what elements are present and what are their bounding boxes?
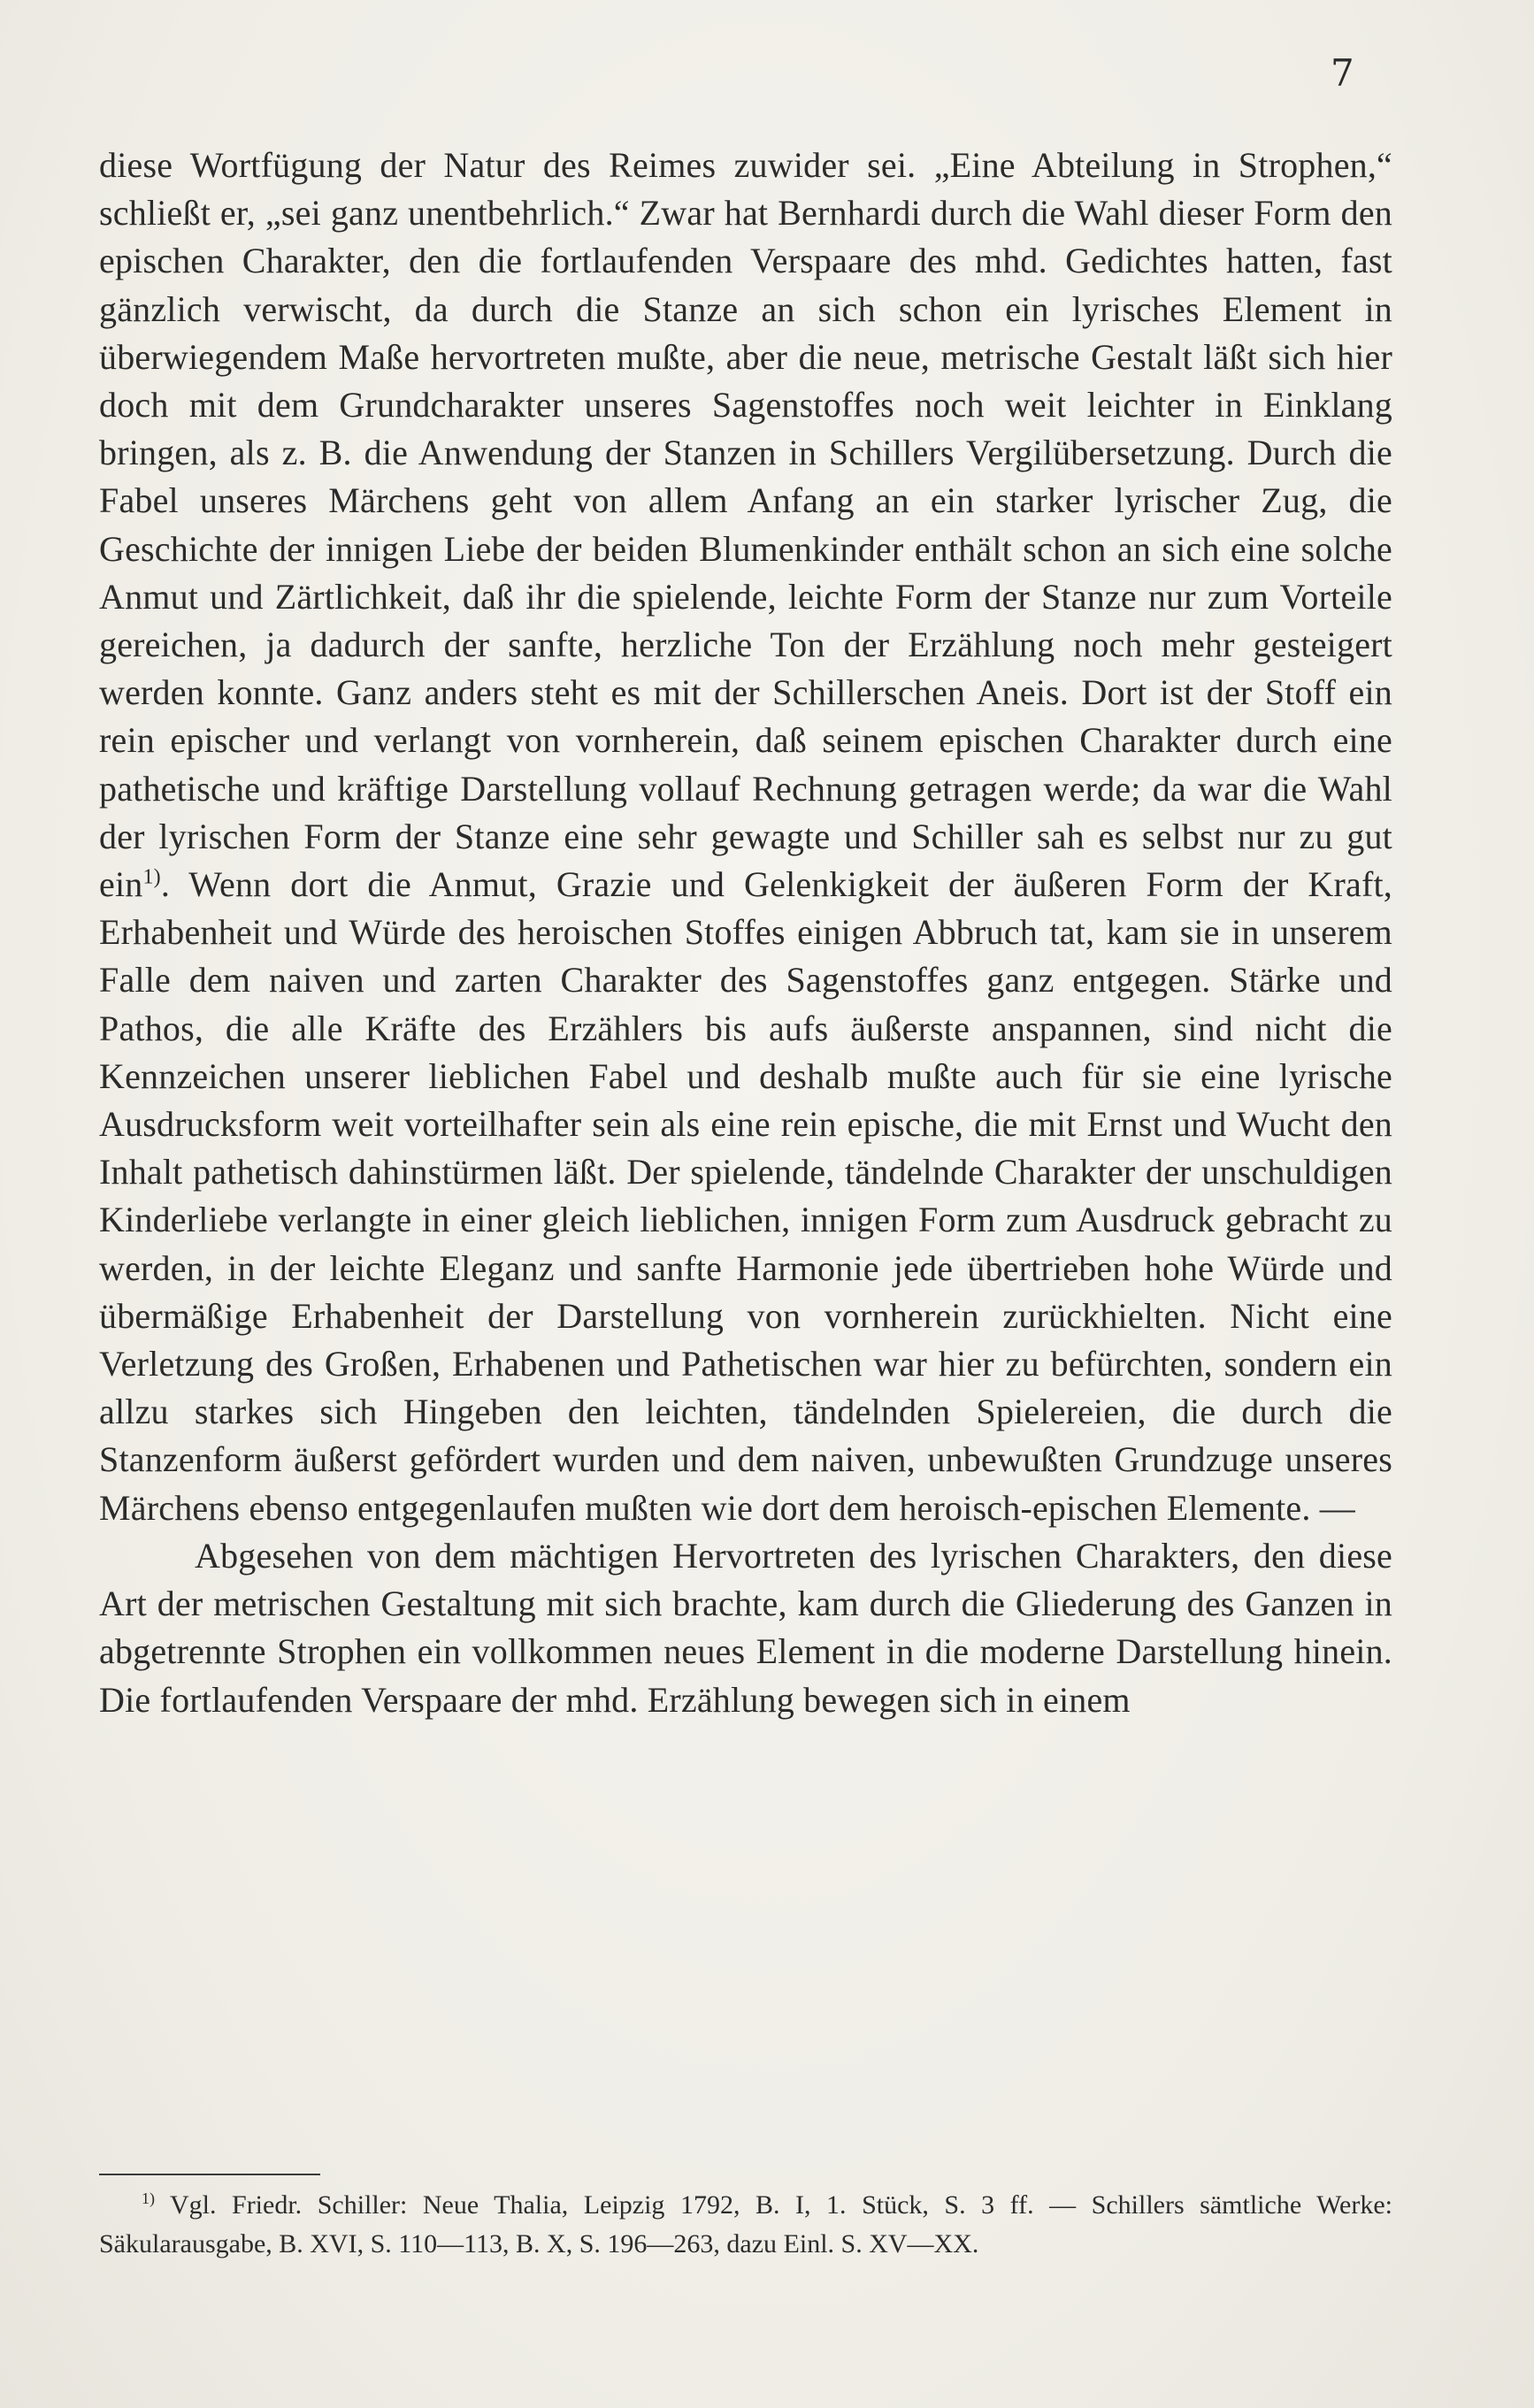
paragraph-1-continuation: . Wenn dort die Anmut, Grazie und Gelenkigkeit der äußeren Form der Kraft, Erhabenheit und Würde des heroischen Stoffes einigen Abbruch tat, kam sie in unserem Falle dem naiven und zarten Charakter des Sagenstoffes ganz entgegen. Stärke und Pathos, die alle Kräfte des Erzählers bis aufs äußerste anspannen, sind nicht die Kennzeichen unserer lieblichen Fabel und deshalb mußte auch für sie eine lyrische Ausdrucksform weit vorteilhafter sein als eine rein epische, die mit Ernst und Wucht den Inhalt pathetisch dahinstürmen läßt. Der spielende, tändelnde Charakter der unschuldigen Kinderliebe verlangte in einer gleich lieblichen, innigen Form zum Ausdruck gebracht zu werden, in der leichte Eleganz und sanfte Harmonie jede übertrieben hohe Würde und übermäßige Erhabenheit der Darstellung von vornherein zurückhielten. Nicht eine Verletzung des Großen, Erhabenen und Pathetischen war hier zu befürchten, sondern ein allzu starkes sich Hingeben den leichten, tändelnden Spielereien, die durch die Stanzenform äußerst gefördert wurden und dem naiven, unbewußten Grundzuge unseres Märchens ebenso entgegenlaufen mußten wie dort dem heroisch-epischen Elemente. —	[99, 864, 1392, 1528]
footnote-reference: 1)	[142, 865, 161, 889]
footnote-divider	[99, 2174, 320, 2175]
footnote-text: Vgl. Friedr. Schiller: Neue Thalia, Leipzig 1792, B. I, 1. Stück, S. 3 ff. — Schillers sämtliche Werke: Säkularausgabe, B. XVI, S. 110—113, B. X, S. 196—263, dazu Einl. S. XV—XX.	[99, 2190, 1392, 2258]
footnote-1	[99, 2186, 1392, 2264]
paragraph-1	[99, 142, 1392, 1532]
page-number: 7	[1331, 51, 1354, 95]
footnotes	[99, 2186, 1392, 2264]
footnote-mark: 1)	[142, 2189, 155, 2207]
paragraph-2: Abgesehen von dem mächtigen Hervortreten des lyrischen Charakters, den diese Art der metrischen Gestaltung mit sich brachte, kam durch die Gliederung des Ganzen in abgetrennte Strophen ein vollkommen neues Element in die moderne Darstellung hinein. Die fortlaufenden Verspaare der mhd. Erzählung bewegen sich in einem	[99, 1535, 1392, 1720]
main-text	[99, 142, 1392, 1724]
paragraph-1-text: diese Wortfügung der Natur des Reimes zuwider sei. „Eine Abteilung in Strophen,“ schließt er, „sei ganz unentbehrlich.“ Zwar hat Bernhardi durch die Wahl dieser Form den epischen Charakter, den die fortlaufenden Verspaare des mhd. Gedichtes hatten, fast gänzlich verwischt, da durch die Stanze an sich schon ein lyrisches Element in überwiegendem Maße hervortreten mußte, aber die neue, metrische Gestalt läßt sich hier doch mit dem Grundcharakter unseres Sagenstoffes noch weit leichter in Einklang bringen, als z. B. die Anwendung der Stanzen in Schillers Vergilübersetzung. Durch die Fabel unseres Märchens geht von allem Anfang an ein starker lyrischer Zug, die Geschichte der innigen Liebe der beiden Blumenkinder enthält schon an sich eine solche Anmut und Zärtlichkeit, daß ihr die spielende, leichte Form der Stanze nur zum Vorteile gereichen, ja dadurch der sanfte, herzliche Ton der Erzählung noch mehr gesteigert werden konnte. Ganz anders steht es mit der Schillerschen Aneis. Dort ist der Stoff ein rein epischer und verlangt von vornherein, daß seinem epischen Charakter durch eine pathetische und kräftige Darstellung vollauf Rechnung getragen werde; da war die Wahl der lyrischen Form der Stanze eine sehr gewagte und Schiller sah es selbst nur zu gut ein	[99, 145, 1392, 905]
